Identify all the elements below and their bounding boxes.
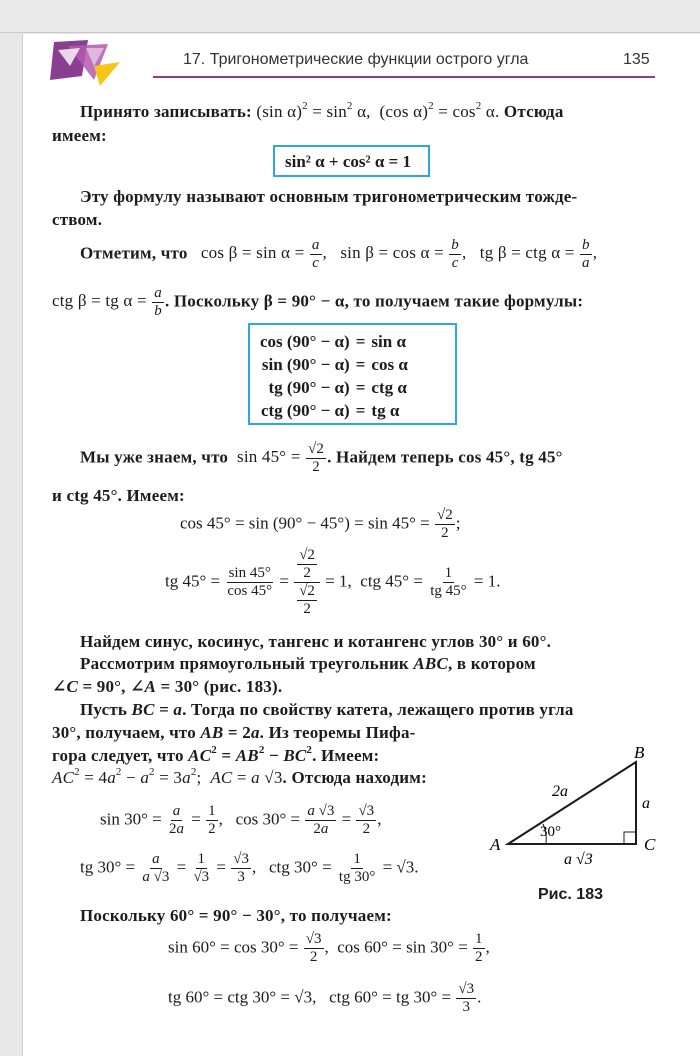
header-rule — [153, 76, 655, 78]
paragraph-let: Пусть BC = a. Тогда по свойству катета, лежащего против угла — [80, 700, 574, 719]
base-label: a √3 — [564, 851, 593, 868]
vertex-b-label: B — [634, 744, 645, 762]
formula-tg-ctg-30: tg 30° = $\frac{a}{a √3}$ = $\frac{1}{√3}$ = $\frac{√3}{3}$ , ctg 30° = $\frac{1}{tg 30^\circ}$ = √3. — [80, 851, 419, 885]
reduction-formulas — [257, 330, 411, 422]
identity-box — [273, 145, 430, 177]
formula-sin-cos-60: sin 60° = cos 30° = $\frac{√3}{2}$ , cos 60° = sin 30° = $\frac{1}{2}$ , — [168, 931, 490, 965]
paragraph-identity: Эту формулу называют основным тригонометрическим тожде- — [80, 187, 578, 206]
paragraph-let-4: $AC^2 = 4a^2 - a^2 = 3a^2$; AC = a √3. Отсюда находим: — [52, 766, 427, 787]
paragraph-identity-end: ством. — [52, 210, 103, 229]
paragraph-triangle-end: ∠C = 90°, ∠A = 30° (рис. 183). — [52, 677, 283, 696]
running-header-title: 17. Тригонометрические функции острого угла — [183, 51, 529, 68]
paragraph-triangle: Рассмотрим прямоугольный треугольник ABC, в котором — [80, 654, 536, 673]
leg-label: a — [642, 795, 650, 812]
formula-row: cos (90° − α) = sin α — [260, 332, 406, 351]
vertex-a-label: A — [490, 835, 501, 854]
chapter-logo — [48, 36, 120, 86]
paragraph-let-2: 30°, получаем, что AB = 2a. Из теоремы Пифа- — [52, 723, 416, 742]
paragraph-45: Мы уже знаем, что sin 45° = $\frac{√2}{2}$ . Найдем теперь cos 45°, tg 45° — [80, 441, 563, 475]
formula-row: ctg (90° − α) = tg α — [260, 401, 400, 420]
angle-label: 30° — [540, 824, 561, 840]
identity-formula: sin² α + cos² α = 1 — [285, 152, 411, 171]
formula-row: tg (90° − α) = ctg α — [268, 378, 407, 397]
paragraph-cofunction-end: ctg β = tg α = $\frac{a}{b}$ . Поскольку β = 90° − α, то получаем такие формулы: — [52, 285, 584, 319]
hypotenuse-label: 2a — [552, 783, 568, 800]
formula-tg-ctg-45: tg 45° = $\frac{\sin 45^\circ}{\cos 45^\circ}$ = $\frac{\frac{√2}{2}}{\frac{√2}{2}}$ = 1, ctg 45° = $\frac{1}{tg 45^\circ}$ = 1. — [165, 547, 501, 617]
viewer-top-bar — [0, 0, 700, 33]
vertex-c-label: C — [644, 835, 656, 854]
paragraph-30-60: Найдем синус, косинус, тангенс и котангенс углов 30° и 60°. — [80, 632, 552, 651]
paragraph-cofunction: Отметим, что cos β = sin α = $\frac{a}{c}$ , sin β = cos α = $\frac{b}{c}$ , tg β = ctg α = $\frac{b}{a}$ , — [80, 237, 598, 271]
figure-caption: Рис. 183 — [538, 886, 603, 903]
paragraph-notation: Принято записывать: (sin $\alpha)^2 = \sin^2 \alpha$, (cos $\alpha)^2 = \cos^2 \alpha$. Отсюда — [80, 100, 564, 121]
formula-sin-cos-30: sin 30° = $\frac{a}{2a}$ = $\frac{1}{2}$ , cos 30° = $\frac{a √3}{2a}$ = $\frac{√3}{2}$ , — [100, 803, 382, 837]
paragraph-let-3: гора следует, что $AC^2 = AB^2 - BC^2$. Имеем: — [52, 744, 380, 765]
paragraph-notation-end: имеем: — [52, 126, 107, 145]
formula-tg-ctg-60: tg 60° = ctg 30° = √3, ctg 60° = tg 30° = $\frac{√3}{3}$ . — [168, 981, 482, 1015]
formula-cos45: cos 45° = sin (90° − 45°) = sin 45° = $\frac{√2}{2}$ ; — [180, 507, 461, 541]
page-number: 135 — [623, 51, 650, 68]
triangle-figure — [488, 744, 668, 868]
paragraph-60: Поскольку 60° = 90° − 30°, то получаем: — [80, 906, 392, 925]
formula-row: sin (90° − α) = cos α — [261, 355, 408, 374]
paragraph-45-end: и ctg 45°. Имеем: — [52, 486, 185, 505]
reduction-formulas-box — [248, 323, 457, 425]
